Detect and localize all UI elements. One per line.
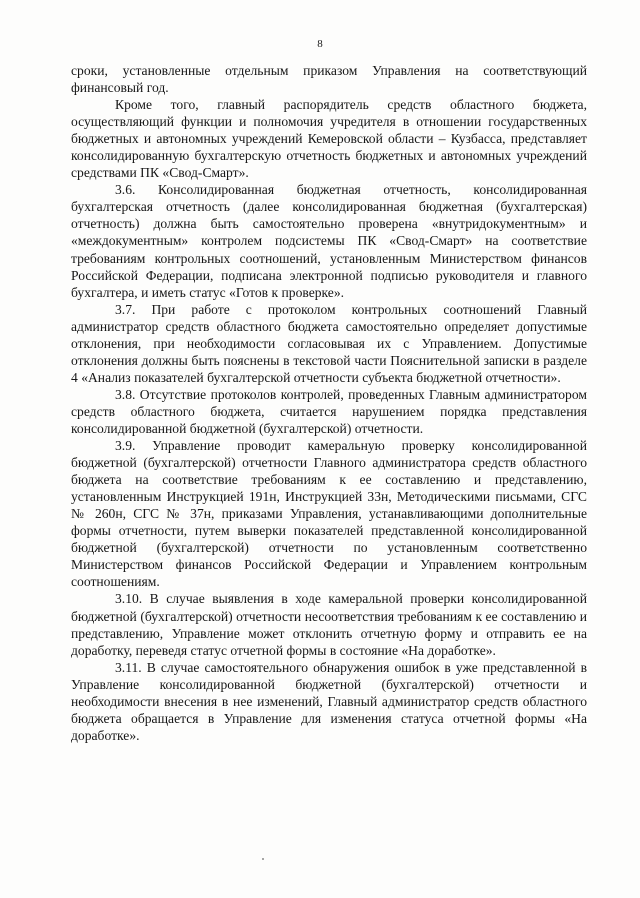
paragraph-section-3-11: 3.11. В случае самостоятельного обнаружения ошибок в уже представленной в Управление консолидированной бюджетной (бухгалтерской) отчетности и необходимости внесения в нее изменений, Главный администратор средств областного бюджета обращается в Управление для изменения статуса отчетной формы «На доработке». [71,659,587,743]
page-number: 8 [317,38,323,50]
paragraph-section-3-9: 3.9. Управление проводит камеральную проверку консолидированной бюджетной (бухгалтерской) отчетности Главного администратора средств областного бюджета на соответствие требованиям к ее составлению и представлению, установленным Инструкцией 191н, Инструкцией 33н, Методическими письмами, СГС № 260н, СГС № 37н, приказами Управления, устанавливающими дополнительные формы отчетности, путем выверки показателей представленной консолидированной бюджетной (бухгалтерской) отчетности по установленным соответственно Министерством финансов Российской Федерации и Управлением контрольным соотношениям. [71,438,587,590]
scan-speck [262,858,264,860]
paragraph-continuation: сроки, установленные отдельным приказом Управления на соответствующий финансовый год. [71,63,587,96]
paragraph-section-3-10: 3.10. В случае выявления в ходе камеральной проверки консолидированной бюджетной (бухгалтерской) отчетности несоответствия требованиям к ее составлению и представлению, Управление может отклонить отчетную форму и отправить ее на доработку, переведя статус отчетной формы в состояние «На доработке». [71,591,587,658]
document-body [71,62,587,744]
paragraph-additionally: Кроме того, главный распорядитель средств областного бюджета, осуществляющий функции и полномочия учредителя в отношении государственных бюджетных и автономных учреждений Кемеровской области – Кузбасса, представляет консолидированную бухгалтерскую отчетность бюджетных и автономных учреждений средствами ПК «Свод-Смарт». [71,97,587,181]
paragraph-section-3-7: 3.7. При работе с протоколом контрольных соотношений Главный администратор средств областного бюджета самостоятельно определяет допустимые отклонения, при необходимости согласовывая их с Управлением. Допустимые отклонения должны быть пояснены в текстовой части Пояснительной записки в разделе 4 «Анализ показателей бухгалтерской отчетности субъекта бюджетной отчетности». [71,301,587,385]
paragraph-section-3-8: 3.8. Отсутствие протоколов контролей, проведенных Главным администратором средств областного бюджета, считается нарушением порядка представления консолидированной бюджетной (бухгалтерской) отчетности. [71,386,587,436]
paragraph-section-3-6: 3.6. Консолидированная бюджетная отчетность, консолидированная бухгалтерская отчетность (далее консолидированная бюджетная (бухгалтерская) отчетность) должна быть самостоятельно проверена «внутридокументным» и «междокументным» контролем подсистемы ПК «Свод-Смарт» на соответствие требованиям контрольных соотношений, установленным Министерством финансов Российской Федерации, подписана электронной подписью руководителя и главного бухгалтера, и иметь статус «Готов к проверке». [71,182,587,300]
